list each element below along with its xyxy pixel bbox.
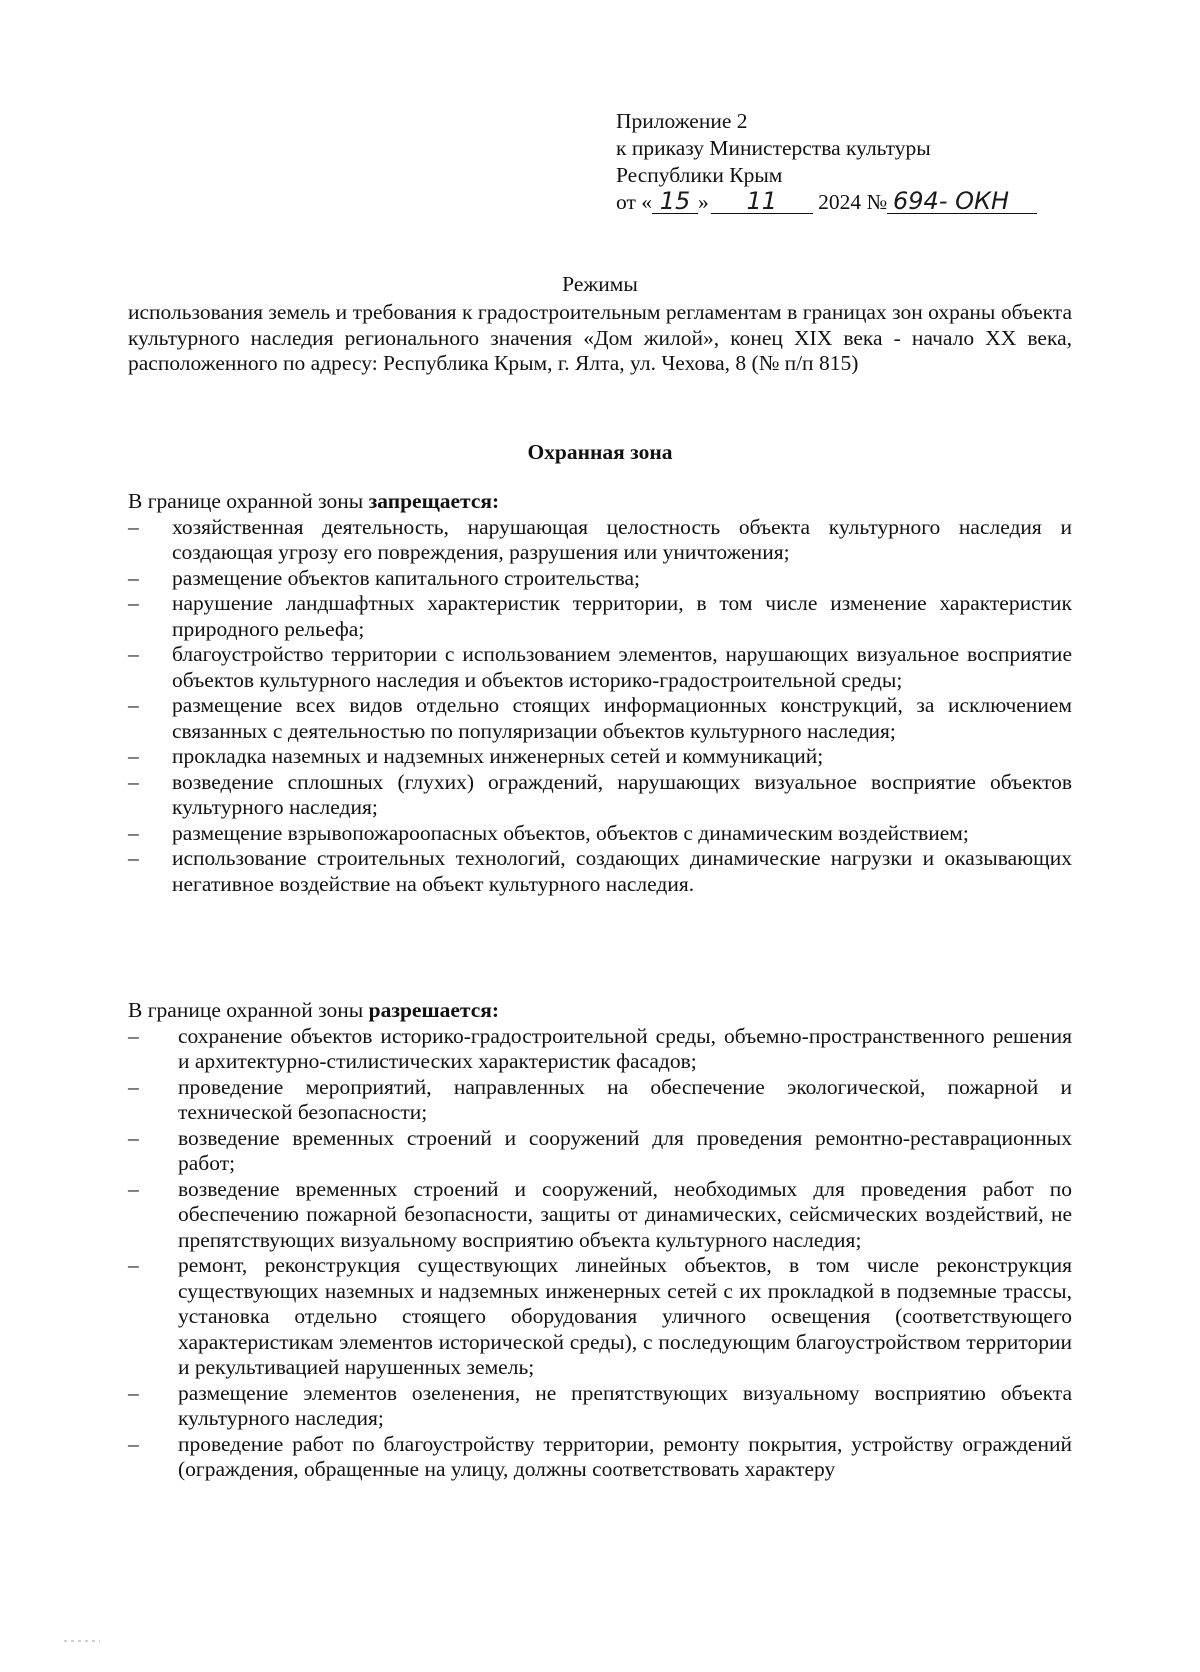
prohibited-intro-text: В границе охранной зоны xyxy=(128,489,369,513)
prohibited-list xyxy=(128,515,1072,898)
list-item: – ремонт, реконструкция существующих линейных объектов, в том числе реконструкция существующих наземных и надземных инженерных сетей с их прокладкой в подземные трассы, установка отдельно стоящего оборудования уличного освещения (соответствующего характеристикам элементов исторической среды), с последующим благоустройством территории и рекультивацией нарушенных земель; xyxy=(128,1253,1072,1381)
list-item: – размещение элементов озеленения, не препятствующих визуальному восприятию объекта культурного наследия; xyxy=(128,1381,1072,1432)
list-item: – возведение временных строений и сооружений для проведения ремонтно-реставрационных работ; xyxy=(128,1126,1072,1177)
order-number-field xyxy=(887,187,1037,215)
order-date-line xyxy=(616,189,1076,216)
permitted-list xyxy=(128,1024,1072,1483)
appendix-label: Приложение 2 xyxy=(616,109,748,133)
republic-label: Республики Крым xyxy=(616,163,783,187)
month-handwritten: 11 xyxy=(746,187,778,215)
order-number-handwritten: 694- ОКН xyxy=(893,187,1010,215)
permitted-intro-bold: разрешается: xyxy=(368,998,500,1022)
section-title: Охранная зона xyxy=(527,440,673,464)
list-item: – использование строительных технологий, создающих динамические нагрузки и оказывающих негативное воздействие на объект культурного наследия. xyxy=(128,846,1072,897)
order-label: к приказу Министерства культуры xyxy=(616,136,931,160)
month-field xyxy=(711,187,813,215)
list-item: – размещение объектов капитального строительства; xyxy=(128,566,1072,592)
approval-header xyxy=(616,108,1076,216)
permitted-intro-text: В границе охранной зоны xyxy=(128,998,369,1022)
prohibited-section xyxy=(128,489,1072,897)
list-item: – проведение работ по благоустройству территории, ремонту покрытия, устройству ограждений (ограждения, обращенные на улицу, должны соответствовать характеру xyxy=(128,1432,1072,1483)
list-item: – благоустройство территории с использованием элементов, нарушающих визуальное восприятие объектов культурного наследия и объектов историко-градостроительной среды; xyxy=(128,642,1072,693)
list-item: – проведение мероприятий, направленных на обеспечение экологической, пожарной и технической безопасности; xyxy=(128,1075,1072,1126)
year-number-label: 2024 № xyxy=(818,190,888,214)
permitted-intro xyxy=(128,998,1072,1024)
list-item: – размещение взрывопожароопасных объектов, объектов с динамическим воздействием; xyxy=(128,821,1072,847)
day-field xyxy=(652,187,698,215)
document-subtitle: использования земель и требования к градостроительным регламентам в границах зон охраны объекта культурного наследия регионального значения «Дом жилой», конец XIX века - начало XX века, расположенного по адресу: Республика Крым, г. Ялта, ул. Чехова, 8 (№ п/п 815) xyxy=(128,300,1072,375)
day-handwritten: 15 xyxy=(659,187,691,215)
prohibited-intro xyxy=(128,489,1072,515)
list-item: – возведение временных строений и сооружений, необходимых для проведения работ по обеспечению пожарной безопасности, защиты от динамических, сейсмических воздействий, не препятствующих визуальному восприятию объекта культурного наследия; xyxy=(128,1177,1072,1254)
date-close: » xyxy=(698,190,709,214)
date-prefix: от « xyxy=(616,190,652,214)
list-item: – сохранение объектов историко-градостроительной среды, объемно-пространственного решения и архитектурно-стилистических характеристик фасадов; xyxy=(128,1024,1072,1075)
list-item: – размещение всех видов отдельно стоящих информационных конструкций, за исключением связанных с деятельностью по популяризации объектов культурного наследия; xyxy=(128,693,1072,744)
list-item: – возведение сплошных (глухих) ограждений, нарушающих визуальное восприятие объектов культурного наследия; xyxy=(128,770,1072,821)
list-item: – хозяйственная деятельность, нарушающая целостность объекта культурного наследия и создающая угрозу его повреждения, разрушения или уничтожения; xyxy=(128,515,1072,566)
scan-artifact xyxy=(64,1640,100,1642)
list-item: – прокладка наземных и надземных инженерных сетей и коммуникаций; xyxy=(128,744,1072,770)
permitted-section xyxy=(128,998,1072,1483)
list-item: – нарушение ландшафтных характеристик территории, в том числе изменение характеристик природного рельефа; xyxy=(128,591,1072,642)
prohibited-intro-bold: запрещается: xyxy=(368,489,500,513)
document-title: Режимы xyxy=(562,272,638,296)
